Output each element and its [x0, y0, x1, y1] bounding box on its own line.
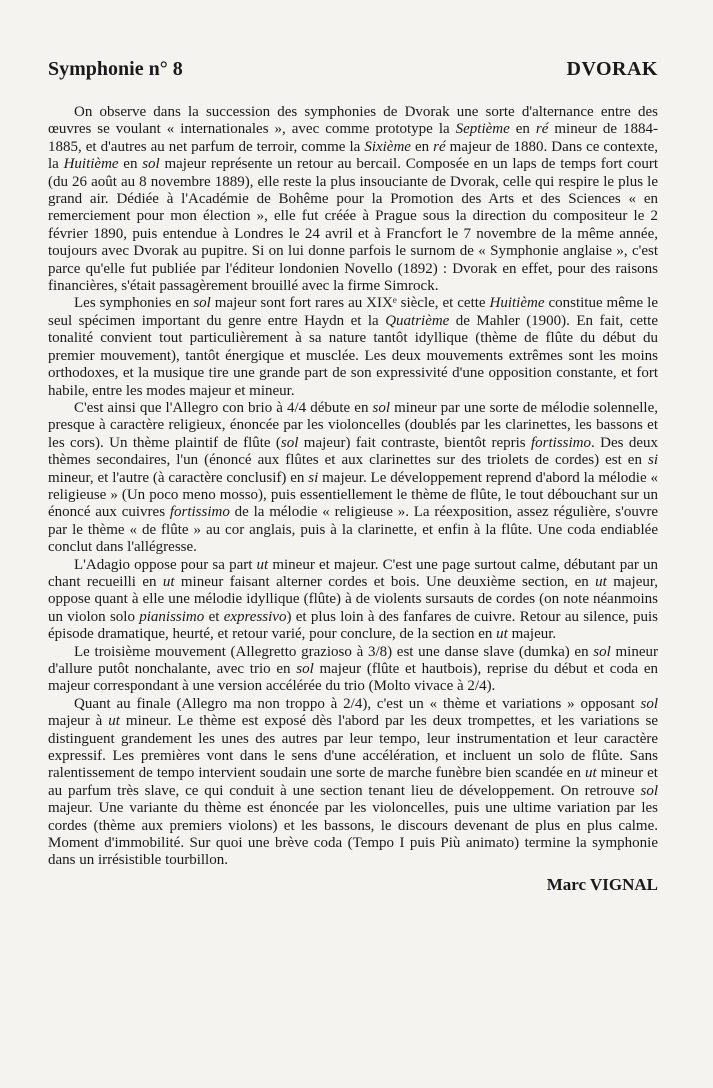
italic-term: sol — [296, 661, 314, 677]
text-run: majeur représente un retour au bercail. Composée en un laps de temps fort court (du 26 août au 8 novembre 1889), elle reste la plus insouciante de Dvorak, celle qui respire le plus le grand air. Dédiée à l'Académie de Bohême pour la Promotion des Arts et des Sciences « en remerciement pour mon élection », elle fut créée à Prague sous la direction du compositeur le 2 février 1890, puis entendue à Londres le 24 avril et à Francfort le 7 novembre de la même année, toujours avec Dvorak au pupitre. Si on lui donne parfois le surnom de « Symphonie anglaise », c'est parce qu'elle fut publiée par l'éditeur londonien Novello (1892) : Dvorak en effet, pour des raisons financières, s'était passagèrement brouillé avec la firme Simrock. — [48, 156, 658, 295]
text-run: majeur. Le développement reprend d'abord la mélodie « religieuse » (Un poco meno mosso), puis essentiellement le thème de flûte, le tout débouchant sur un énoncé aux cuivres — [48, 469, 658, 521]
text-run: majeur. Une variante du thème est énoncée par les violoncelles, puis une ultime variation par les cordes (thème aux premiers violons) et les bassons, le discours devenant de plus en plus calme. Moment d'immobilité. Sur quoi une brève coda (Tempo I puis Più animato) termine la symphonie dans un irrésistible tourbillon. — [48, 800, 658, 869]
italic-term: si — [647, 452, 658, 469]
italic-term: ut — [496, 626, 508, 643]
text-run: Le troisième mouvement (Allegretto grazioso à 3/8) est une danse slave (dumka) en — [74, 643, 594, 660]
text-run: constitue même le seul spécimen important du genre entre Haydn et la — [48, 295, 658, 329]
italic-term: sol — [593, 643, 611, 660]
italic-term: fortissimo — [530, 434, 591, 451]
italic-term: sol — [640, 695, 658, 712]
text-run: Les symphonies en — [74, 295, 194, 312]
italic-term: ut — [595, 573, 607, 590]
italic-term: ut — [162, 573, 175, 590]
text-run: mineur et au parfum très slave, ce qui conduit à une section tenant lieu de développement. On retrouve — [48, 765, 658, 799]
text-run: mineur de 1884-1885, et d'autres au net parfum de terroir, comme la — [48, 121, 658, 155]
italic-term: sol — [372, 399, 391, 416]
italic-term: sol — [193, 295, 211, 312]
composer-name: DVORAK — [566, 58, 658, 80]
text-run: en — [509, 121, 536, 138]
italic-term: expressivo — [223, 608, 287, 625]
italic-term: Septième — [455, 121, 510, 138]
italic-term: sol — [640, 782, 658, 799]
paragraph-4 — [48, 557, 658, 644]
text-run: ) et plus loin à des fanfares de cuivre. Retour au silence, puis épisode dramatique, heurté, et retour varié, pour conclure, de la section en — [48, 608, 658, 643]
paragraph-2 — [48, 295, 658, 399]
text-run: majeur. — [507, 626, 557, 643]
italic-term: si — [308, 469, 319, 486]
italic-term: sol — [280, 434, 299, 451]
italic-term: ut — [108, 713, 120, 730]
italic-term: sol — [142, 156, 160, 173]
text-run: majeur (flûte et hautbois), reprise du début et coda en majeur correspondant à une version accélérée du trio (Molto vivace à 2/4). — [48, 661, 658, 695]
text-run: en — [118, 156, 143, 173]
text-run: On observe dans la succession des symphonies de Dvorak une sorte d'alternance entre des œuvres se voulant « internationales », avec comme prototype la — [48, 104, 658, 138]
text-run: majeur sont fort rares au XIXᵉ siècle, et cette — [210, 295, 490, 312]
text-run: et — [204, 608, 224, 625]
text-run: en — [410, 138, 434, 155]
text-run: mineur. Le thème est exposé dès l'abord par les deux trompettes, et les variations se distinguent grandement les unes des autres par leur tempo, leur instrumentation et leur caractère expressif. Les premières vont dans le sens d'une accélération, et incluent un solo de flûte. Sans ralentissement de tempo intervient soudain une sorte de marche funèbre bien scandée en — [48, 713, 658, 782]
text-run: mineur, et l'autre (à caractère conclusif) en — [48, 469, 309, 486]
text-run: de Mahler (1900). En fait, cette tonalité convient tout particulièrement à sa nature tantôt idyllique (thème de flûte du début du premier mouvement), tantôt énergique et musclée. Les deux mouvements extrêmes sont les moins orthodoxes, et la musique tire une grande part de son expressivité d'une opposition constante, et fort habile, entre les modes majeur et mineur. — [48, 312, 659, 399]
author-signature: Marc VIGNAL — [546, 874, 658, 894]
text-run: Quant au finale (Allegro ma non troppo à 2/4), c'est un « thème et variations » opposant — [74, 695, 641, 712]
text-run: L'Adagio oppose pour sa part — [74, 556, 257, 573]
text-run: majeur) fait contraste, bientôt repris — [298, 434, 531, 451]
text-run: C'est ainsi que l'Allegro con brio à 4/4 débute en — [74, 399, 373, 416]
paragraph-6 — [48, 696, 658, 870]
text-run: mineur faisant alterner cordes et bois. Une deuxième section, en — [174, 573, 596, 590]
italic-term: Sixième — [364, 138, 411, 155]
text-run: majeur de 1880. Dans ce contexte, la — [48, 138, 658, 173]
program-note-body — [48, 104, 658, 870]
italic-term: ré — [535, 121, 549, 138]
text-run: de la mélodie « religieuse ». La réexposition, assez régulière, s'ouvre par le thème « de flûte » au cor anglais, puis à la clarinette, et enfin à la flûte. Une coda endiablée conclut dans l'allégresse. — [48, 504, 659, 556]
italic-term: fortissimo — [169, 504, 230, 521]
italic-term: ut — [584, 765, 597, 782]
page-header — [48, 58, 658, 88]
italic-term: ut — [256, 556, 269, 573]
symphony-title: Symphonie n° 8 — [48, 58, 183, 80]
text-run: mineur et majeur. C'est une page surtout calme, débutant par un chant recueilli en — [48, 556, 658, 590]
paragraph-5 — [48, 644, 658, 696]
italic-term: Huitième — [63, 156, 119, 173]
paragraph-3 — [48, 400, 658, 557]
paragraph-1 — [48, 104, 658, 295]
italic-term: Quatrième — [385, 312, 450, 329]
text-run: mineur d'allure putôt nonchalante, avec trio en — [48, 643, 658, 677]
text-run: majeur à — [48, 713, 109, 730]
text-run: majeur, oppose quant à elle une mélodie idyllique (flûte) à de violents sursauts de cordes (on note néanmoins un violon solo — [48, 573, 658, 625]
text-run: . Des deux thèmes secondaires, l'un (énoncé aux flûtes et aux clarinettes sur des triolets de cordes) est en — [48, 434, 658, 469]
italic-term: ré — [433, 138, 446, 155]
document-page — [48, 58, 658, 1058]
italic-term: pianissimo — [139, 608, 205, 625]
text-run: mineur par une sorte de mélodie solennelle, presque à caractère religieux, énoncée par les violoncelles (doublés par les clarinettes, les bassons et les cors). Un thème plaintif de flûte ( — [48, 399, 658, 451]
italic-term: Huitième — [489, 295, 545, 312]
